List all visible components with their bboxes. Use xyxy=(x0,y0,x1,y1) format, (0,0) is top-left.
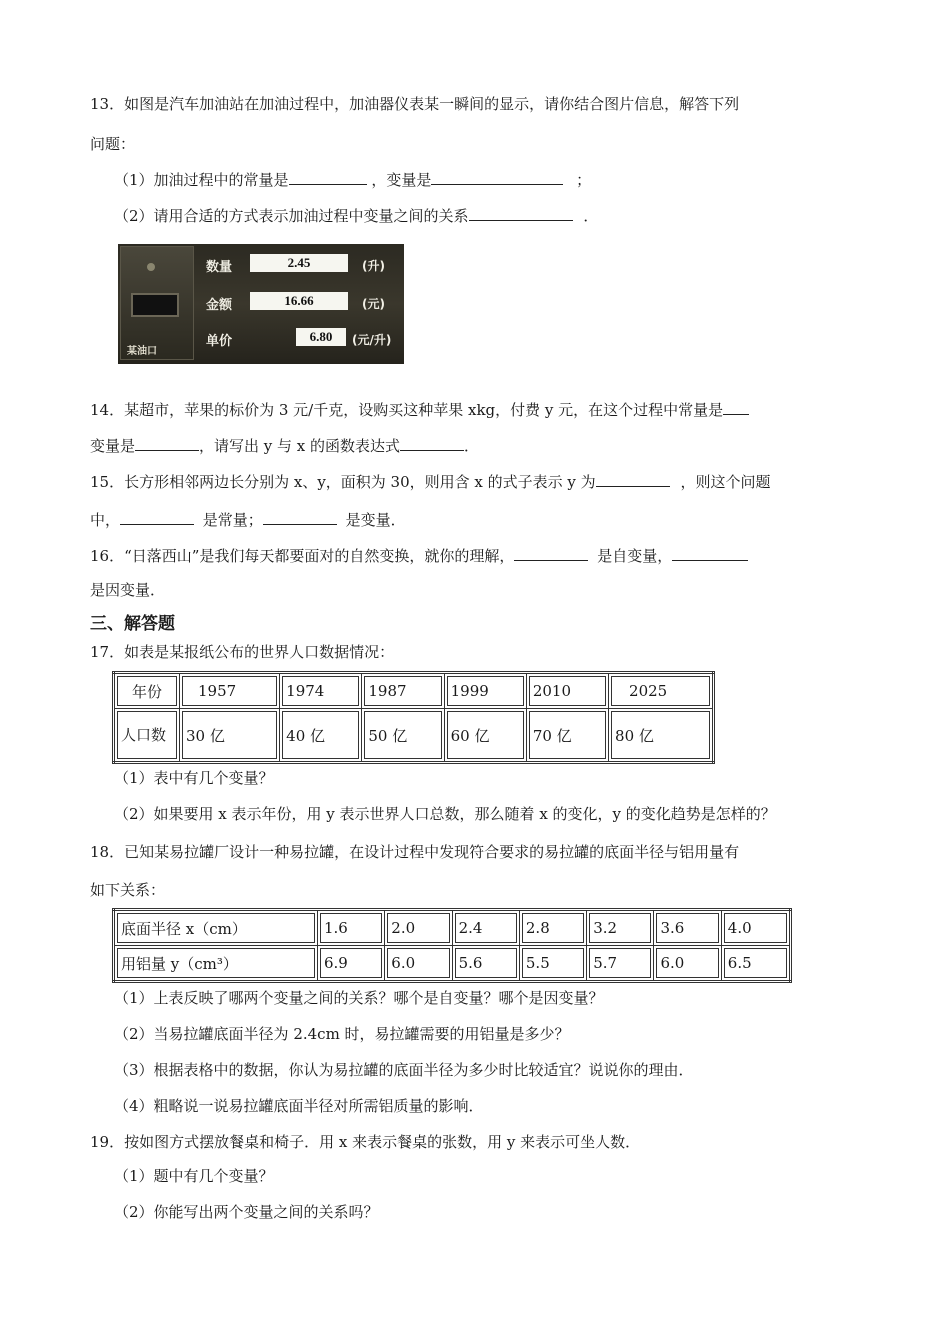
table-cell-amount: 6.5 xyxy=(721,946,790,982)
pump-label-quantity: 数量 xyxy=(206,260,233,275)
pump-label-price: 单价 xyxy=(206,334,233,349)
table-row xyxy=(114,946,791,982)
table-header-cell: 人口数 xyxy=(114,709,180,763)
q17-sub2: （2）如果要用 x 表示年份，用 y 表示世界人口总数，那么随着 x 的变化，y 的变化趋势是怎样的？ xyxy=(114,805,776,823)
table-cell-population: 50 亿 xyxy=(362,709,444,763)
q18-sub4: （4）粗略说一说易拉罐底面半径对所需铝质量的影响． xyxy=(114,1097,484,1115)
nozzle-port xyxy=(120,246,194,360)
table-cell-radius: 4.0 xyxy=(721,910,790,946)
table-cell-amount: 5.5 xyxy=(519,946,586,982)
table-cell-population: 60 亿 xyxy=(444,709,526,763)
table-row xyxy=(114,910,791,946)
table-cell-amount: 5.7 xyxy=(587,946,654,982)
table-cell-radius: 3.2 xyxy=(587,910,654,946)
card-slot-icon xyxy=(131,293,179,317)
pump-label-amount: 金额 xyxy=(206,298,233,313)
answer-blank[interactable] xyxy=(723,398,749,415)
q19-sub1: （1）题中有几个变量？ xyxy=(114,1167,274,1185)
pump-unit-amount: (元) xyxy=(362,297,385,311)
table-cell-year: 1957 xyxy=(180,673,280,709)
q16-line1-text-b: 是自变量， xyxy=(597,547,673,565)
table-cell-population: 30 亿 xyxy=(180,709,280,763)
pump-unit-quantity: (升) xyxy=(362,259,385,273)
table-cell-amount: 6.0 xyxy=(385,946,452,982)
can-radius-table xyxy=(112,908,792,983)
answer-blank[interactable] xyxy=(135,434,199,451)
population-table xyxy=(112,671,715,764)
q18-sub3: （3）根据表格中的数据，你认为易拉罐的底面半径为多少时比较适宜？说说你的理由． xyxy=(114,1061,694,1079)
answer-blank[interactable] xyxy=(596,470,670,487)
q15-line1-text-b: ，则这个问题 xyxy=(680,473,771,491)
answer-blank[interactable] xyxy=(469,204,573,221)
table-cell-year: 1999 xyxy=(444,673,526,709)
q18-sub1: （1）上表反映了哪两个变量之间的关系？哪个是自变量？哪个是因变量？ xyxy=(114,989,604,1007)
table-cell-radius: 2.8 xyxy=(519,910,586,946)
answer-blank[interactable] xyxy=(263,508,337,525)
table-cell-radius: 1.6 xyxy=(318,910,385,946)
q13-line1: 13．如图是汽车加油站在加油过程中，加油器仪表某一瞬间的显示，请你结合图片信息，解答下列 xyxy=(90,95,740,113)
table-cell-amount: 6.9 xyxy=(318,946,385,982)
table-cell-year: 2025 xyxy=(609,673,714,709)
answer-blank[interactable] xyxy=(400,434,464,451)
pump-value-price: 6.80 xyxy=(296,328,346,346)
q13-sub1-text-b: ，变量是 xyxy=(371,171,432,189)
table-cell-year: 1987 xyxy=(362,673,444,709)
q13-sub1-text-c: ； xyxy=(576,171,592,189)
port-label: 某油口 xyxy=(127,346,157,357)
q18-line2: 如下关系： xyxy=(90,881,166,899)
table-cell-radius: 2.0 xyxy=(385,910,452,946)
q15-line1 xyxy=(90,470,770,492)
q13-sub2-text-b: ． xyxy=(583,207,599,225)
table-cell-radius: 2.4 xyxy=(452,910,519,946)
table-cell-year: 2010 xyxy=(526,673,608,709)
q15-line2-text-b: 是常量； xyxy=(202,511,263,529)
q15-line2-text-c: 是变量． xyxy=(345,511,406,529)
q14-line2-text-b: ，请写出 y 与 x 的函数表达式 xyxy=(199,437,401,455)
q16-line1 xyxy=(90,544,748,566)
q18-sub2: （2）当易拉罐底面半径为 2.4cm 时，易拉罐需要的用铝量是多少？ xyxy=(114,1025,570,1043)
table-header-cell: 用铝量 y（cm³） xyxy=(114,946,318,982)
q19-stem: 19．按如图方式摆放餐桌和椅子．用 x 来表示餐桌的张数，用 y 来表示可坐人数． xyxy=(90,1133,641,1151)
pump-value-quantity: 2.45 xyxy=(250,254,348,272)
answer-blank[interactable] xyxy=(431,168,563,185)
q19-sub2: （2）你能写出两个变量之间的关系吗？ xyxy=(114,1203,379,1221)
table-cell-amount: 6.0 xyxy=(654,946,721,982)
q16-line1-text-a: 16．“日落西山”是我们每天都要面对的自然变换，就你的理解， xyxy=(90,547,515,565)
q14-line1 xyxy=(90,398,749,420)
q13-sub2-text-a: （2）请用合适的方式表示加油过程中变量之间的关系 xyxy=(114,207,469,225)
q17-sub1: （1）表中有几个变量？ xyxy=(114,769,274,787)
table-cell-year: 1974 xyxy=(280,673,362,709)
table-header-cell: 底面半径 x（cm） xyxy=(114,910,318,946)
q18-line1: 18．已知某易拉罐厂设计一种易拉罐，在设计过程中发现符合要求的易拉罐的底面半径与铝用量有 xyxy=(90,843,740,861)
q14-line1-text: 14．某超市，苹果的标价为 3 元/千克，设购买这种苹果 xkg，付费 y 元，在这个过程中常量是 xyxy=(90,401,724,419)
answer-blank[interactable] xyxy=(672,544,748,561)
table-cell-population: 40 亿 xyxy=(280,709,362,763)
table-row xyxy=(114,673,714,709)
q13-line2: 问题： xyxy=(90,135,136,153)
q14-line2-text-c: ． xyxy=(464,437,480,455)
q13-sub2 xyxy=(114,204,598,226)
q15-line2-text-a: 中， xyxy=(90,511,121,529)
q13-sub1 xyxy=(114,168,591,190)
indicator-light-icon xyxy=(147,263,155,271)
q17-stem: 17．如表是某报纸公布的世界人口数据情况： xyxy=(90,643,395,661)
section-heading: 三、解答题 xyxy=(90,614,175,634)
answer-blank[interactable] xyxy=(514,544,588,561)
q15-line2 xyxy=(90,508,406,530)
q14-line2-text-a: 变量是 xyxy=(90,437,136,455)
table-cell-amount: 5.6 xyxy=(452,946,519,982)
q14-line2 xyxy=(90,434,479,456)
answer-blank[interactable] xyxy=(289,168,367,185)
pump-unit-price: (元/升) xyxy=(352,333,392,347)
table-cell-population: 70 亿 xyxy=(526,709,608,763)
table-cell-radius: 3.6 xyxy=(654,910,721,946)
answer-blank[interactable] xyxy=(120,508,194,525)
pump-value-amount: 16.66 xyxy=(250,292,348,310)
table-header-cell: 年份 xyxy=(114,673,180,709)
fuel-pump-display-image xyxy=(118,244,404,364)
q15-line1-text-a: 15．长方形相邻两边长分别为 x、y，面积为 30，则用含 x 的式子表示 y 为 xyxy=(90,473,596,491)
table-row xyxy=(114,709,714,763)
q13-sub1-text-a: （1）加油过程中的常量是 xyxy=(114,171,289,189)
q16-line2: 是因变量． xyxy=(90,581,166,599)
table-cell-population: 80 亿 xyxy=(609,709,714,763)
